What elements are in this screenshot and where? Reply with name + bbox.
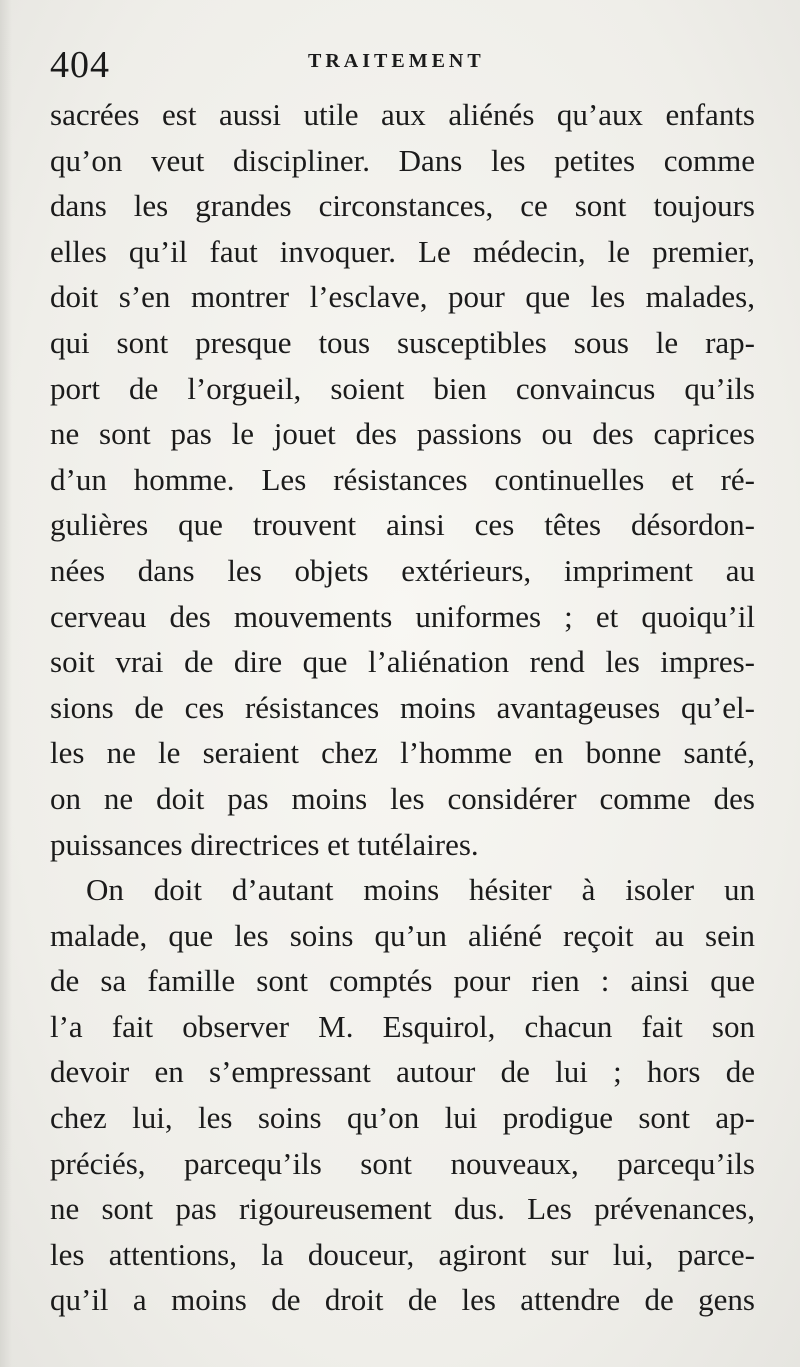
text-line: ne sont pas le jouet des passions ou des caprices [50, 416, 755, 452]
text-line: gulières que trouvent ainsi ces têtes désordon- [50, 507, 755, 543]
text-line: cerveau des mouvements uniformes ; et quoiqu’il [50, 598, 755, 634]
body-text [50, 92, 755, 1323]
page-header [50, 40, 755, 90]
paragraph-end-line: puissances directrices et tutélaires. [50, 826, 479, 862]
text-line: devoir en s’empressant autour de lui ; hors de [50, 1054, 755, 1090]
text-line: sacrées est aussi utile aux aliénés qu’aux enfants [50, 97, 755, 132]
text-line: on ne doit pas moins les considérer comme des [50, 780, 755, 816]
text-line: ne sont pas rigoureusement dus. Les prévenances, [50, 1191, 755, 1227]
text-line: malade, que les soins qu’un aliéné reçoit au sein [50, 917, 755, 953]
text-line: de sa famille sont comptés pour rien : ainsi que [50, 963, 755, 999]
text-line: nées dans les objets extérieurs, impriment au [50, 552, 755, 588]
text-line: qui sont presque tous susceptibles sous le rap- [50, 324, 755, 360]
text-line: les attentions, la douceur, agiront sur lui, parce- [50, 1236, 755, 1272]
text-line: d’un homme. Les résistances continuelles et ré- [50, 461, 755, 497]
text-line: doit s’en montrer l’esclave, pour que les malades, [50, 279, 755, 315]
text-line: préciés, parcequ’ils sont nouveaux, parcequ’ils [50, 1145, 755, 1181]
text-line: l’a fait observer M. Esquirol, chacun fait son [50, 1008, 755, 1044]
text-line: soit vrai de dire que l’aliénation rend les impres- [50, 644, 755, 680]
text-line: sions de ces résistances moins avantageuses qu’el- [50, 689, 755, 725]
text-line: elles qu’il faut invoquer. Le médecin, le premier, [50, 233, 755, 269]
running-head: TRAITEMENT [308, 50, 485, 72]
text-line: qu’il a moins de droit de les attendre de gens [50, 1282, 755, 1318]
text-line: qu’on veut discipliner. Dans les petites comme [50, 142, 755, 178]
text-line: les ne le seraient chez l’homme en bonne santé, [50, 735, 755, 771]
page-number: 404 [50, 44, 110, 86]
text-line: chez lui, les soins qu’on lui prodigue sont ap- [50, 1100, 755, 1136]
paragraph-start-line: On doit d’autant moins hésiter à isoler un [86, 872, 755, 908]
text-line: dans les grandes circonstances, ce sont toujours [50, 188, 755, 224]
text-line: port de l’orgueil, soient bien convaincus qu’ils [50, 370, 755, 406]
page-edge-shadow [0, 0, 12, 1367]
